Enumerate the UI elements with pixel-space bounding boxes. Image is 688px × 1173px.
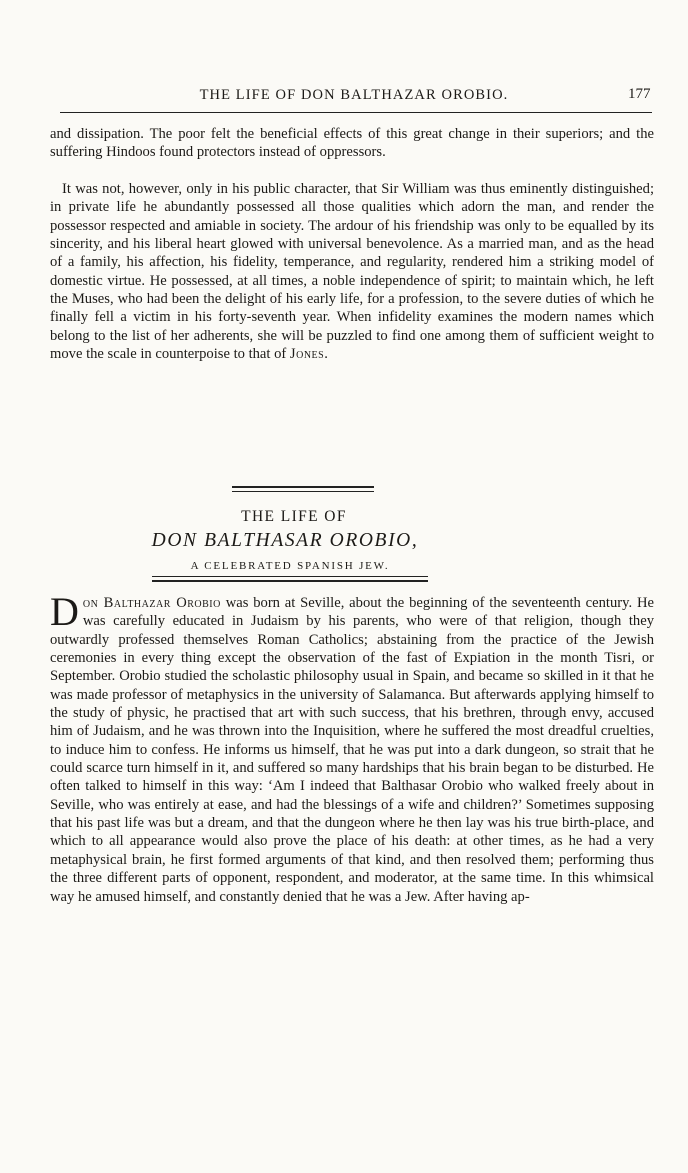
subtitle-rule-thin <box>152 576 428 577</box>
name-jones: Jones <box>289 346 325 363</box>
section-rule-thin <box>232 491 374 492</box>
paragraph-end: . <box>324 346 328 363</box>
paragraph-text <box>50 180 654 363</box>
paragraph-body: It was not, however, only in his public character, that Sir William was thus eminently distinguished; in private life he abundantly possessed all those qualities which adorn the man, and render the possessor respected and amiable in society. The ardour of his friendship was only to be equalled by its sincerity, and his liberal heart glowed with universal benevolence. As a married man, and as the head of a family, his affection, his fidelity, temperance, and regularity, rendered him a striking model of domestic virtue. He possessed, at all times, a noble independence of spirit; to maintain which, he left the Muses, who had been the delight of his early life, for a profession, to the severe duties of which he finally fell a victim in his forty-seventh year. When infidelity examines the modern names which belong to the list of her adherents, she will be puzzled to find one among them of sufficient weight to move the scale in counterpoise to that of <box>50 181 654 363</box>
section-subtitle: A CELEBRATED SPANISH JEW. <box>190 560 390 572</box>
paragraph-body: was born at Seville, about the beginning of the seventeenth century. He was carefully educated in Judaism by his parents, who were of that religion, though they outwardly professed themselves Roman Catholics; abstaining from the practice of the Jewish ceremonies in every thing except the observation of the fast of Expiation in the month Tisri, or September. Orobio studied the scholastic philosophy usual in Spain, and became so skilled in it that he was made professor of metaphysics in the university of Salamanca. But afterwards applying himself to the study of physic, he practised that art with such success, that his brethren, through envy, accused him of Judaism, and he was thrown into the Inquisition, where he suffered the most dreadful cruelties, to induce him to confess. He informs us himself, that he was put into a dark dungeon, so strait that he could scarce turn himself in it, and suffered so many hardships that his brain began to be disturbed. He often talked to himself in this way: ‘Am I indeed that Balthasar Orobio who walked freely about in Seville, who was entirely at ease, and had the blessings of a wife and children?’ Sometimes supposing that his past life was but a dream, and that the dungeon where he then lay was his true birth-place, and which to all appearance would also prove the place of his death: at other times, as he had a very metaphysical brain, he first formed arguments of that kind, and then resolved them; performing thus the three different parts of opponent, respondent, and moderator, at the same time. In this whimsical way he amused himself, and constantly denied that he was a Jew. After having ap- <box>50 595 654 905</box>
running-head: THE LIFE OF DON BALTHAZAR OROBIO. <box>199 87 509 103</box>
section-heading: THE LIFE OF <box>241 508 347 525</box>
section-name: DON BALTHASAR OROBIO, <box>151 530 419 551</box>
section-rule-thick <box>232 486 374 488</box>
opening-small-caps: on Balthazar Orobio <box>82 595 221 611</box>
paragraph-text <box>50 589 654 906</box>
paragraph-sir-william <box>50 180 654 363</box>
subtitle-rule-thick <box>152 580 428 582</box>
header-rule <box>60 112 652 113</box>
paragraph-orobio <box>50 589 654 906</box>
paragraph-text: and dissipation. The poor felt the beneficial effects of this great change in their superiors; and the suffering Hindoos found protectors instead of oppressors. <box>50 126 654 161</box>
page-number: 177 <box>628 86 651 102</box>
drop-cap: D <box>50 589 79 634</box>
paragraph-continued <box>50 125 654 162</box>
